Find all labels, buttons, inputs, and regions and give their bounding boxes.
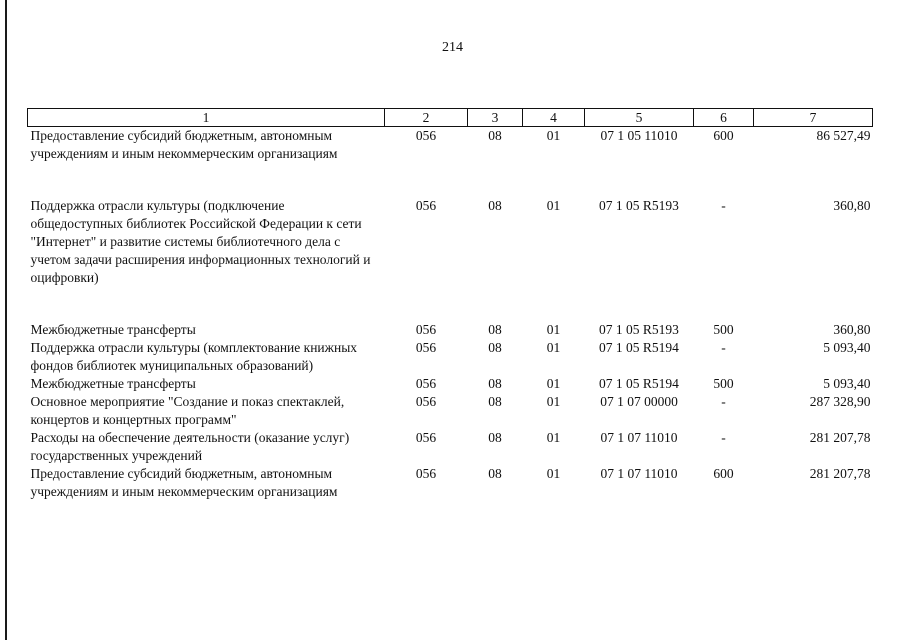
header-col-4: 4 — [523, 109, 585, 127]
row-c2: 056 — [415, 198, 437, 213]
row-c2: 056 — [415, 340, 437, 355]
row-c3: 08 — [488, 340, 502, 355]
row-c5: 07 1 07 11010 — [600, 466, 678, 481]
row-c3: 08 — [488, 128, 502, 143]
row-c6: - — [721, 198, 726, 213]
table-row — [28, 339, 873, 375]
row-c3: 08 — [488, 394, 502, 409]
header-col-2: 2 — [385, 109, 468, 127]
row-c6: - — [721, 430, 726, 445]
row-c2: 056 — [415, 430, 437, 445]
header-col-6: 6 — [694, 109, 754, 127]
row-c6: - — [721, 340, 726, 355]
table-row — [28, 393, 873, 429]
row-c7: 86 527,49 — [816, 128, 871, 143]
header-col-1: 1 — [28, 109, 385, 127]
table-row — [28, 127, 873, 198]
row-c3: 08 — [488, 466, 502, 481]
row-c2: 056 — [415, 128, 437, 143]
row-name: Предоставление субсидий бюджетным, автономным учреждениям и иным некоммерческим организациям — [30, 466, 338, 499]
row-c7: 281 207,78 — [809, 466, 871, 481]
row-c6: 500 — [713, 322, 734, 337]
row-c4: 01 — [546, 430, 561, 445]
row-c6: 500 — [713, 376, 734, 391]
table-row — [28, 197, 873, 321]
row-c4: 01 — [546, 128, 561, 143]
row-c4: 01 — [546, 340, 561, 355]
row-c2: 056 — [415, 376, 437, 391]
budget-table — [27, 108, 873, 501]
row-c5: 07 1 07 00000 — [600, 394, 678, 409]
row-c3: 08 — [488, 376, 502, 391]
row-c2: 056 — [415, 394, 437, 409]
table-row — [28, 465, 873, 501]
table-row — [28, 429, 873, 465]
row-c5: 07 1 05 R5193 — [599, 198, 679, 213]
header-col-5: 5 — [585, 109, 694, 127]
row-c3: 08 — [488, 198, 502, 213]
row-c5: 07 1 07 11010 — [600, 430, 678, 445]
scan-edge-line — [5, 0, 7, 640]
row-c7: 287 328,90 — [809, 394, 871, 409]
row-c5: 07 1 05 R5194 — [599, 340, 679, 355]
page-number: 214 — [442, 40, 463, 55]
row-c6: 600 — [713, 128, 734, 143]
row-name: Предоставление субсидий бюджетным, автономным учреждениям и иным некоммерческим организациям — [30, 128, 338, 161]
header-col-7: 7 — [754, 109, 873, 127]
row-name: Поддержка отрасли культуры (комплектование книжных фондов библиотек муниципальных образований) — [30, 340, 358, 373]
table-row — [28, 375, 873, 393]
row-c6: - — [721, 394, 726, 409]
header-row — [28, 109, 873, 127]
row-c2: 056 — [415, 322, 437, 337]
row-c4: 01 — [546, 322, 561, 337]
row-c7: 5 093,40 — [823, 340, 871, 355]
row-c7: 5 093,40 — [823, 376, 871, 391]
row-c3: 08 — [488, 430, 502, 445]
row-c3: 08 — [488, 322, 502, 337]
table-row — [28, 321, 873, 339]
row-name: Расходы на обеспечение деятельности (оказание услуг) государственных учреждений — [30, 430, 350, 463]
row-name: Межбюджетные трансферты — [30, 322, 196, 337]
row-c7: 281 207,78 — [809, 430, 871, 445]
row-c4: 01 — [546, 198, 561, 213]
row-c2: 056 — [415, 466, 437, 481]
row-c7: 360,80 — [833, 198, 871, 213]
row-c5: 07 1 05 R5193 — [599, 322, 679, 337]
row-name: Поддержка отрасли культуры (подключение общедоступных библиотек Российской Федерации к сети "Интернет" и развитие системы библиотечного дела с учетом задачи расширения информационных технологий и оцифровки) — [30, 198, 371, 285]
row-name: Межбюджетные трансферты — [30, 376, 196, 391]
row-c7: 360,80 — [833, 322, 871, 337]
row-c5: 07 1 05 R5194 — [599, 376, 679, 391]
row-c4: 01 — [546, 376, 561, 391]
row-c4: 01 — [546, 466, 561, 481]
row-name: Основное мероприятие "Создание и показ спектаклей, концертов и концертных программ" — [30, 394, 345, 427]
row-c4: 01 — [546, 394, 561, 409]
header-col-3: 3 — [468, 109, 523, 127]
row-c6: 600 — [713, 466, 734, 481]
row-c5: 07 1 05 11010 — [600, 128, 678, 143]
